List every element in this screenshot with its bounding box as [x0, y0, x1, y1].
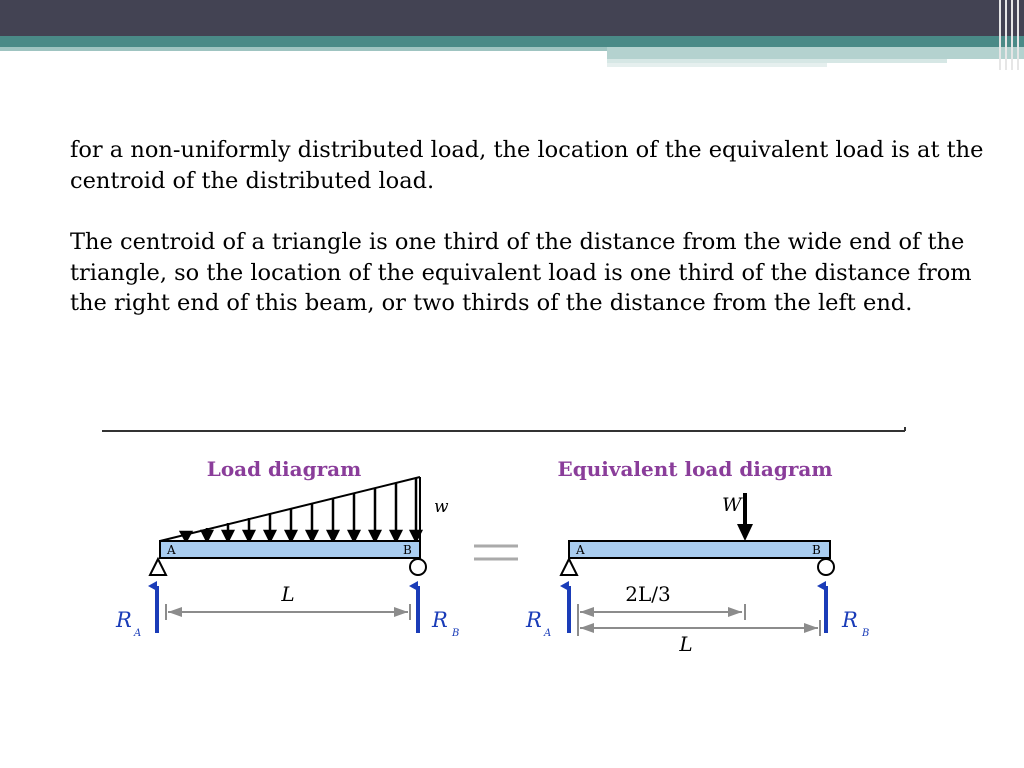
load-intensity-label: w — [434, 497, 449, 517]
left-point-a: A — [167, 543, 176, 557]
equals-symbol-text: = — [0, 0, 1, 1]
right-point-a: A — [576, 543, 585, 557]
left-reaction-b-label: R — [432, 608, 448, 632]
left-reaction-b-sub: B — [452, 628, 460, 639]
right-reaction-a-sub: A — [544, 628, 552, 639]
left-beam — [160, 541, 420, 558]
left-roller-support — [410, 559, 426, 575]
left-reaction-a-label: R — [116, 608, 132, 632]
equivalent-load-label: W — [722, 494, 742, 516]
right-point-b: B — [812, 543, 821, 557]
equals-sign — [474, 546, 518, 559]
right-pin-support — [561, 559, 577, 575]
right-roller-support — [818, 559, 834, 575]
load-diagram-title: Load diagram — [206, 457, 362, 481]
right-span-label: L — [679, 632, 693, 656]
right-reaction-a-label: R — [526, 608, 542, 632]
left-point-b: B — [403, 543, 412, 557]
paragraph-triangle-centroid: The centroid of a triangle is one third of the distance from the wide end of the triangle, so the location of the equivalent load is one third of the distance from the right end of this beam, or two thirds of the distance from the left end. — [70, 229, 972, 316]
right-reaction-b-label: R — [842, 608, 858, 632]
left-pin-support — [150, 559, 166, 575]
distributed-load-arrows — [181, 478, 421, 541]
right-beam — [569, 541, 830, 558]
right-reaction-b-sub: B — [862, 628, 870, 639]
left-reaction-a-sub: A — [134, 628, 142, 639]
equivalent-diagram-title: Equivalent load diagram — [557, 457, 833, 481]
paragraph-centroid-intro: for a non-uniformly distributed load, the location of the equivalent load is at the centroid of the distributed load. — [70, 137, 984, 194]
partial-span-label: 2L/3 — [625, 582, 671, 606]
left-span-label: L — [281, 582, 295, 606]
